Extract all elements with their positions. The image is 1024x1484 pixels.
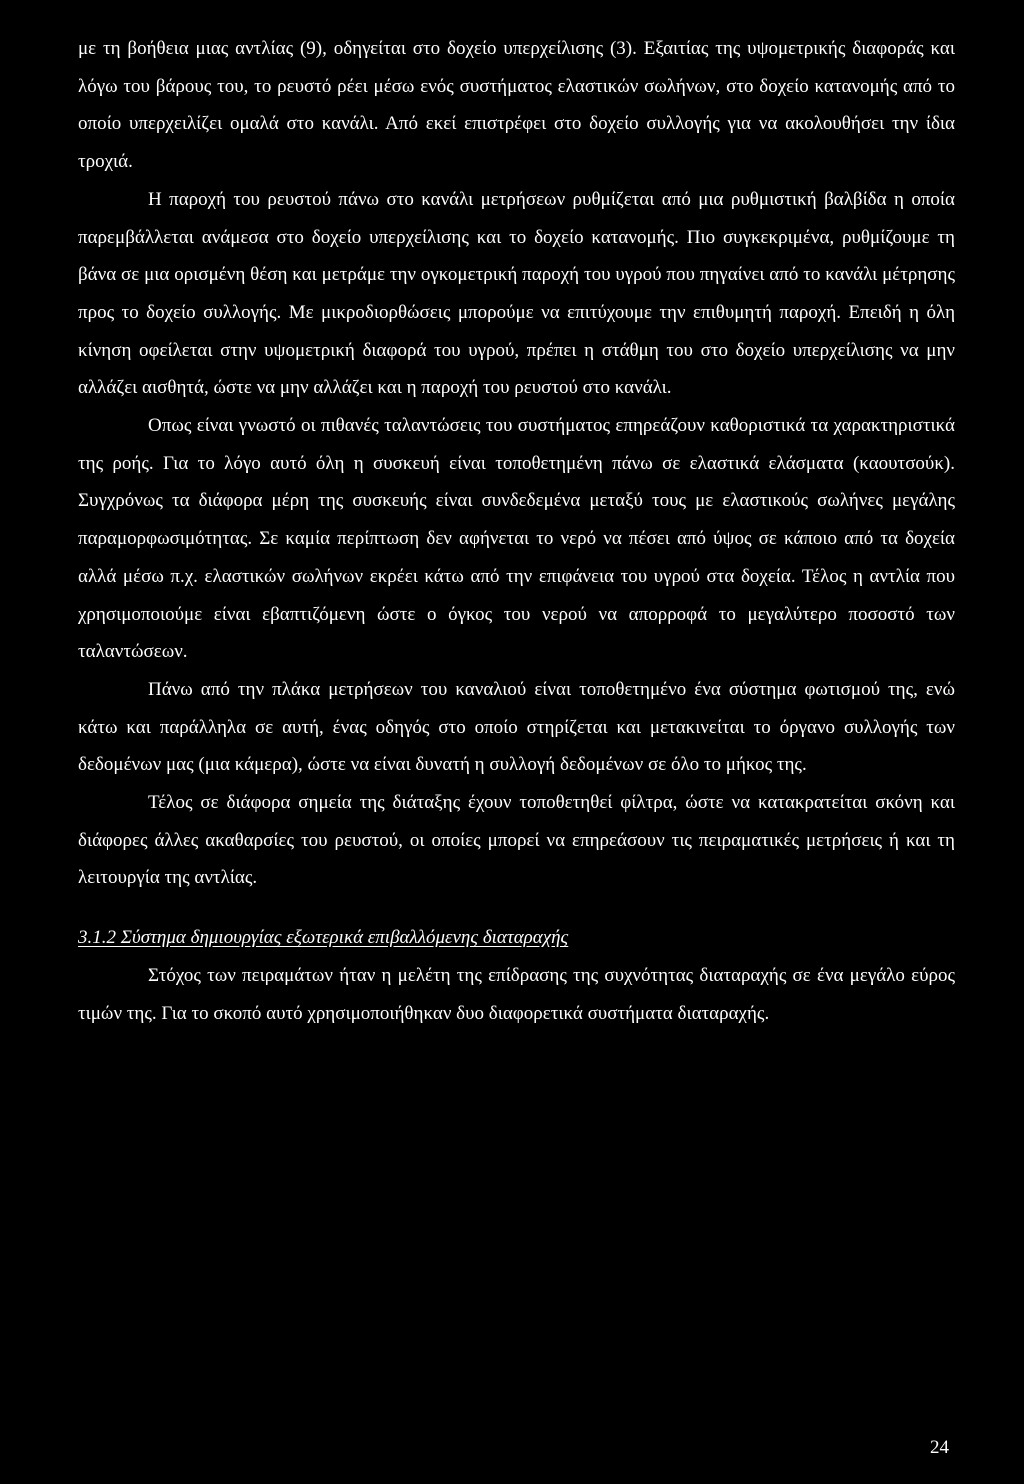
document-page	[78, 30, 955, 1032]
page-number: 24	[930, 1437, 949, 1458]
section-heading: 3.1.2 Σύστημα δημιουργίας εξωτερικά επιβαλλόμενης διαταραχής	[78, 927, 569, 949]
paragraph-lighting-camera: Πάνω από την πλάκα μετρήσεων του καναλιού είναι τοποθετημένο ένα σύστημα φωτισμού της, ενώ κάτω και παράλληλα σε αυτή, ένας οδηγός στο οποίο στηρίζεται και μετακινείται το όργανο συλλογής των δεδομένων μας (μια κάμερα), ώστε να είναι δυνατή η συλλογή δεδομένων σε όλο το μήκος της.	[78, 678, 955, 776]
paragraph-vibrations: Οπως είναι γνωστό οι πιθανές ταλαντώσεις του συστήματος επηρεάζουν καθοριστικά τα χαρακτηριστικά της ροής. Για το λόγο αυτό όλη η συσκευή είναι τοποθετημένη πάνω σε ελαστικά ελάσματα (καουτσούκ). Συγχρόνως τα διάφορα μέρη της συσκευής είναι συνδεδεμένα μεταξύ τους με ελαστικούς σωλήνες μεγάλης παραμορφωσιμότητας. Σε καμία περίπτωση δεν αφήνεται το νερό να πέσει από ύψος σε κάποιο από τα δοχεία αλλά μέσω π.χ. ελαστικών σωλήνων εκρέει κάτω από την επιφάνεια του υγρού στα δοχεία. Τέλος η αντλία που χρησιμοποιούμε είναι εβαπτιζόμενη ώστε ο όγκος του νερού να απορροφά το μεγαλύτερο ποσοστό των ταλαντώσεων.	[78, 415, 955, 663]
paragraph-pump-flow: με τη βοήθεια μιας αντλίας (9), οδηγείται στο δοχείο υπερχείλισης (3). Εξαιτίας της υψομετρικής διαφοράς και λόγω του βάρους του, το ρευστό ρέει μέσω ενός συστήματος ελαστικών σωλήνων, στο δοχείο κατανομής από το οποίο υπερχειλίζει ομαλά στο κανάλι. Από εκεί επιστρέφει στο δοχείο συλλογής για να ακολουθήσει την ίδια τροχιά.	[78, 38, 955, 173]
paragraph-filters: Τέλος σε διάφορα σημεία της διάταξης έχουν τοποθετηθεί φίλτρα, ώστε να κατακρατείται σκόνη και διάφορες άλλες ακαθαρσίες του ρευστού, οι οποίες μπορεί να επηρεάσουν τις πειραματικές μετρήσεις ή και τη λειτουργία της αντλίας.	[78, 792, 955, 889]
paragraph-disturbance-systems: Στόχος των πειραμάτων ήταν η μελέτη της επίδρασης της συχνότητας διαταραχής σε ένα μεγάλο εύρος τιμών της. Για το σκοπό αυτό χρησιμοποιήθηκαν δυο διαφορετικά συστήματα διαταραχής.	[78, 964, 955, 1024]
paragraph-flow-regulation: Η παροχή του ρευστού πάνω στο κανάλι μετρήσεων ρυθμίζεται από μια ρυθμιστική βαλβίδα η οποία παρεμβάλλεται ανάμεσα στο δοχείο υπερχείλισης και το δοχείο κατανομής. Πιο συγκεκριμένα, ρυθμίζουμε τη βάνα σε μια ορισμένη θέση και μετράμε την ογκομετρική παροχή του υγρού που πηγαίνει από το κανάλι μέτρησης προς το δοχείο συλλογής. Με μικροδιορθώσεις μπορούμε να επιτύχουμε την επιθυμητή παροχή. Επειδή η όλη κίνηση οφείλεται στην υψομετρική διαφορά του υγρού, πρέπει η στάθμη του στο δοχείο υπερχείλισης να μην αλλάζει αισθητά, ώστε να μην αλλάζει και η παροχή του ρευστού στο κανάλι.	[78, 188, 955, 399]
